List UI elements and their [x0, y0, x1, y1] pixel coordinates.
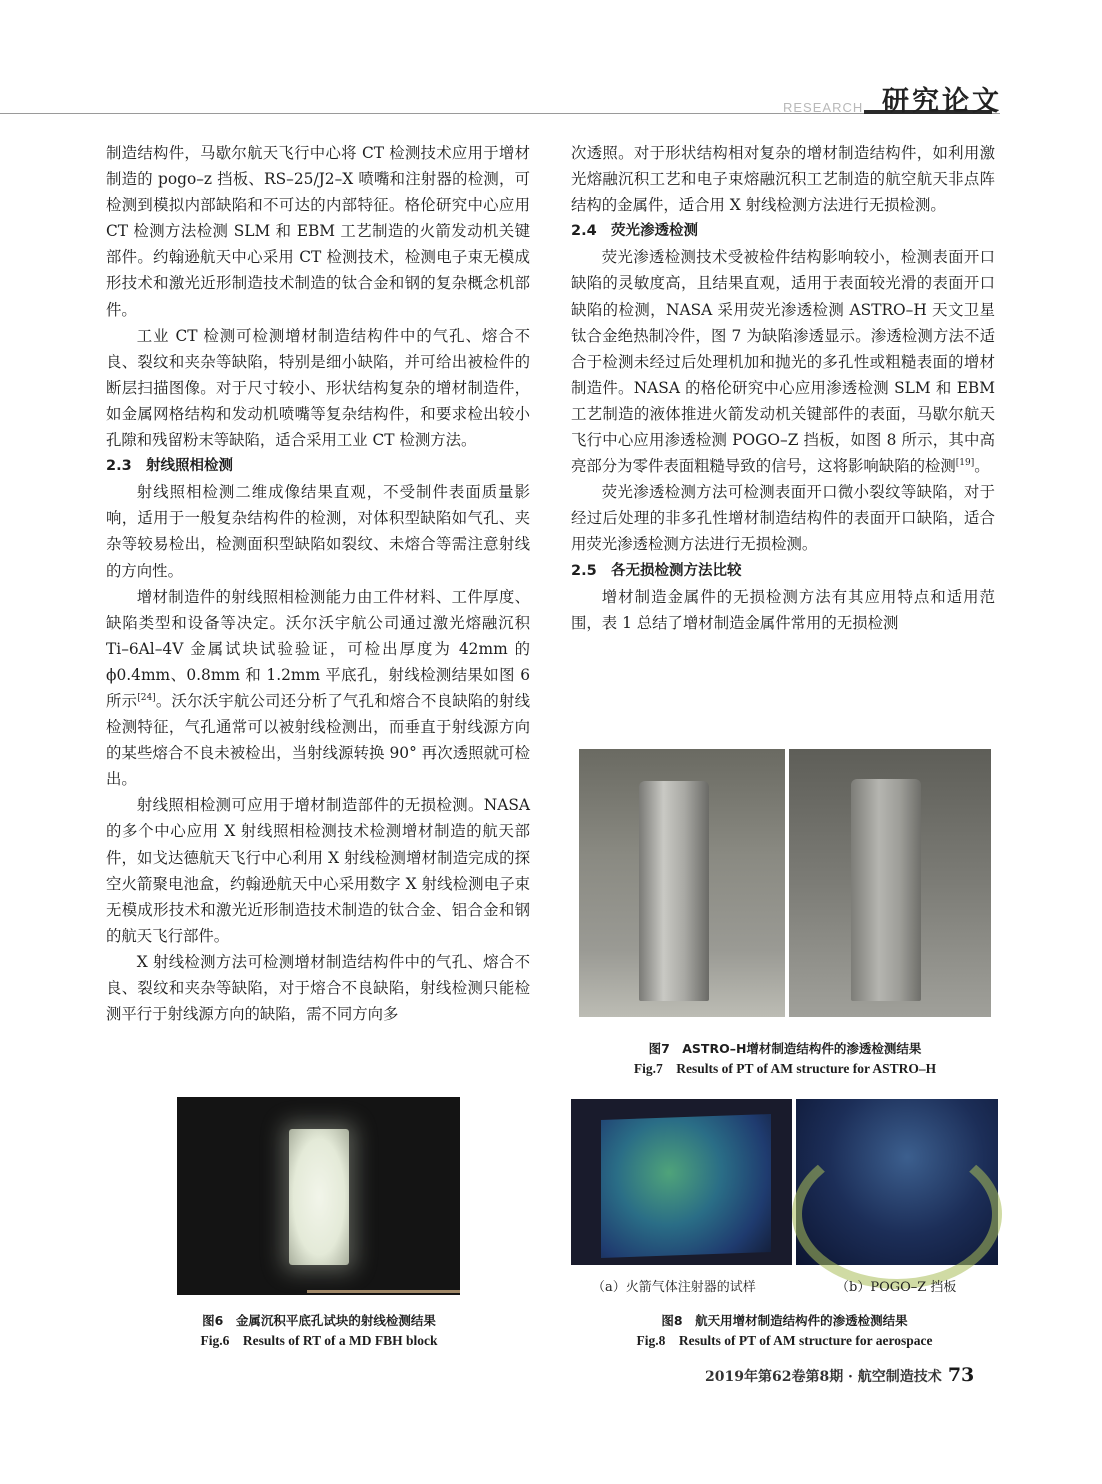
journal-info: 2019年第62卷第8期 · 航空制造技术: [705, 1369, 942, 1385]
section-label-zh: 研究论文: [882, 86, 1002, 117]
text-run: 增材制造件的射线照相检测能力由工件材料、工件厚度、缺陷类型和设备等决定。沃尔沃宇航公司通过激光熔融沉积 Ti–6Al–4V 金属试块试验验证，可检出厚度为 42mm 的 ϕ0.4mm、0.8mm 和 1.2mm 平底孔，射线检测结果如图 6 所示: [106, 587, 530, 710]
text-run: 荧光渗透检测技术受被检件结构影响较小，检测表面开口缺陷的灵敏度高，且结果直观，适用于表面较光滑的表面开口缺陷的检测，NASA 采用荧光渗透检测 ASTRO–H 天文卫星钛合金绝热制冷件，图 7 为缺陷渗透显示。渗透检测方法不适合于检测未经过后处理机加和抛光的多孔性或粗糙表面的增材制造件。NASA 的格伦研究中心应用渗透检测 SLM 和 EBM 工艺制造的液体推进火箭发动机关键部件的表面，马歇尔航天飞行中心应用渗透检测 POGO–Z 挡板，如图 8 所示，其中高亮部分为零件表面粗糙导致的信号，这将影响缺陷的检测: [571, 248, 995, 476]
section-heading-2-4: [571, 218, 995, 244]
radiograph-specimen: [289, 1129, 349, 1265]
paragraph: 工业 CT 检测可检测增材制造结构件中的气孔、熔合不良、裂纹和夹杂等缺陷，特别是细小缺陷，并可给出被检件的断层扫描图像。对于尺寸较小、形状结构复杂的增材制造件，如金属网格结构和发动机喷嘴等复杂结构件，和要求检出较小孔隙和残留粉末等缺陷，适合采用工业 CT 检测方法。: [106, 326, 530, 450]
caption-en: Fig.7 Results of PT of AM structure for ASTRO–H: [633, 1061, 937, 1076]
text-run: 。: [974, 457, 990, 476]
figure-7-photo-left: [579, 749, 785, 1017]
page-number: 73: [947, 1364, 975, 1386]
text-run: 。沃尔沃宇航公司还分析了气孔和熔合不良缺陷的射线检测特征，气孔通常可以被射线检测出，而垂直于射线源方向的某些熔合不良未被检出，当射线源转换 90° 再次透照就可检出。: [106, 691, 530, 789]
citation: [19]: [955, 458, 975, 468]
caption-en: Fig.6 Results of RT of a MD FBH block: [200, 1333, 438, 1348]
fluorescent-plate: [601, 1114, 771, 1258]
figure-8a-label: （a）火箭气体注射器的试样: [592, 1280, 756, 1295]
paragraph: 射线照相检测二维成像结果直观，不受制件表面质量影响，适用于一般复杂结构件的检测，对体积型缺陷如气孔、夹杂等较易检出，检测面积型缺陷如裂纹、未熔合等需注意射线的方向性。: [106, 483, 530, 580]
cylinder-specimen: [851, 779, 921, 1001]
figure-8b-photo: [796, 1099, 998, 1265]
baffle-ring: [792, 1139, 1002, 1289]
section-heading-2-3: [106, 453, 530, 479]
caption-zh: 图8 航天用增材制造结构件的渗透检测结果: [661, 1313, 908, 1328]
section-number: 2.5: [571, 562, 597, 579]
figure-6-radiograph: [177, 1097, 460, 1295]
paragraph: 次透照。对于形状结构相对复杂的增材制造结构件，如利用激光熔融沉积工艺和电子束熔融沉积工艺制造的航空航天非点阵结构的金属件，适合用 X 射线检测方法进行无损检测。: [571, 144, 995, 215]
section-number: 2.3: [106, 458, 132, 475]
paragraph: 荧光渗透检测方法可检测表面开口微小裂纹等缺陷，对于经过后处理的非多孔性增材制造结构件的表面开口缺陷，适合用荧光渗透检测方法进行无损检测。: [571, 483, 995, 554]
figure-6-caption: [150, 1311, 488, 1351]
paragraph: 增材制造金属件的无损检测方法有其应用特点和适用范围，表 1 总结了增材制造金属件常用的无损检测: [571, 587, 995, 632]
figure-8b-label: （b）POGO–Z 挡板: [836, 1280, 957, 1295]
paragraph: 射线照相检测可应用于增材制造部件的无损检测。NASA 的多个中心应用 X 射线照相检测技术检测增材制造的航天部件，如戈达德航天飞行中心利用 X 射线检测增材制造完成的探空火箭聚电池盒，约翰逊航天中心采用数字 X 射线检测电子束无模成形技术和激光近形制造技术制造的钛合金、铝合金和钢的航天飞行部件。: [106, 796, 530, 945]
section-number: 2.4: [571, 223, 597, 240]
section-label-en: RESEARCH: [783, 100, 864, 115]
figure-8a-photo: [571, 1099, 792, 1265]
cylinder-specimen: [639, 781, 709, 1001]
citation: [24]: [137, 692, 156, 703]
paragraph: 制造结构件，马歇尔航天飞行中心将 CT 检测技术应用于增材制造的 pogo–z 挡板、RS–25/J2–X 喷嘴和注射器的检测，可检测到模拟内部缺陷和不可达的内部特征。格伦研究中心应用 CT 检测方法检测 SLM 和 EBM 工艺制造的火箭发动机关键部件。约翰逊航天中心采用 CT 检测技术，检测电子束无模成形技术和激光近形制造技术制造的钛合金和钢的复杂概念机部件。: [106, 144, 530, 319]
paragraph: X 射线检测方法可检测增材制造结构件中的气孔、熔合不良、裂纹和夹杂等缺陷，对于熔合不良缺陷，射线检测只能检测平行于射线源方向的缺陷，需不同方向多: [106, 952, 530, 1024]
left-column: [106, 140, 530, 1027]
section-title: 射线照相检测: [146, 458, 233, 475]
figure-8-caption: [571, 1311, 998, 1351]
caption-en: Fig.8 Results of PT of AM structure for aerospace: [636, 1333, 933, 1348]
paragraph: [106, 584, 530, 793]
section-heading-2-5: [571, 558, 995, 584]
section-title: 各无损检测方法比较: [611, 562, 742, 579]
page-footer: [705, 1364, 974, 1386]
caption-zh: 图7 ASTRO–H增材制造结构件的渗透检测结果: [648, 1041, 922, 1056]
figure-7-photo-right: [789, 749, 991, 1017]
radiograph-edge: [307, 1290, 460, 1293]
right-column: [571, 140, 995, 636]
paragraph: [571, 244, 995, 479]
caption-zh: 图6 金属沉积平底孔试块的射线检测结果: [202, 1313, 436, 1328]
figure-7-caption: [579, 1039, 991, 1079]
section-title: 荧光渗透检测: [611, 223, 698, 240]
